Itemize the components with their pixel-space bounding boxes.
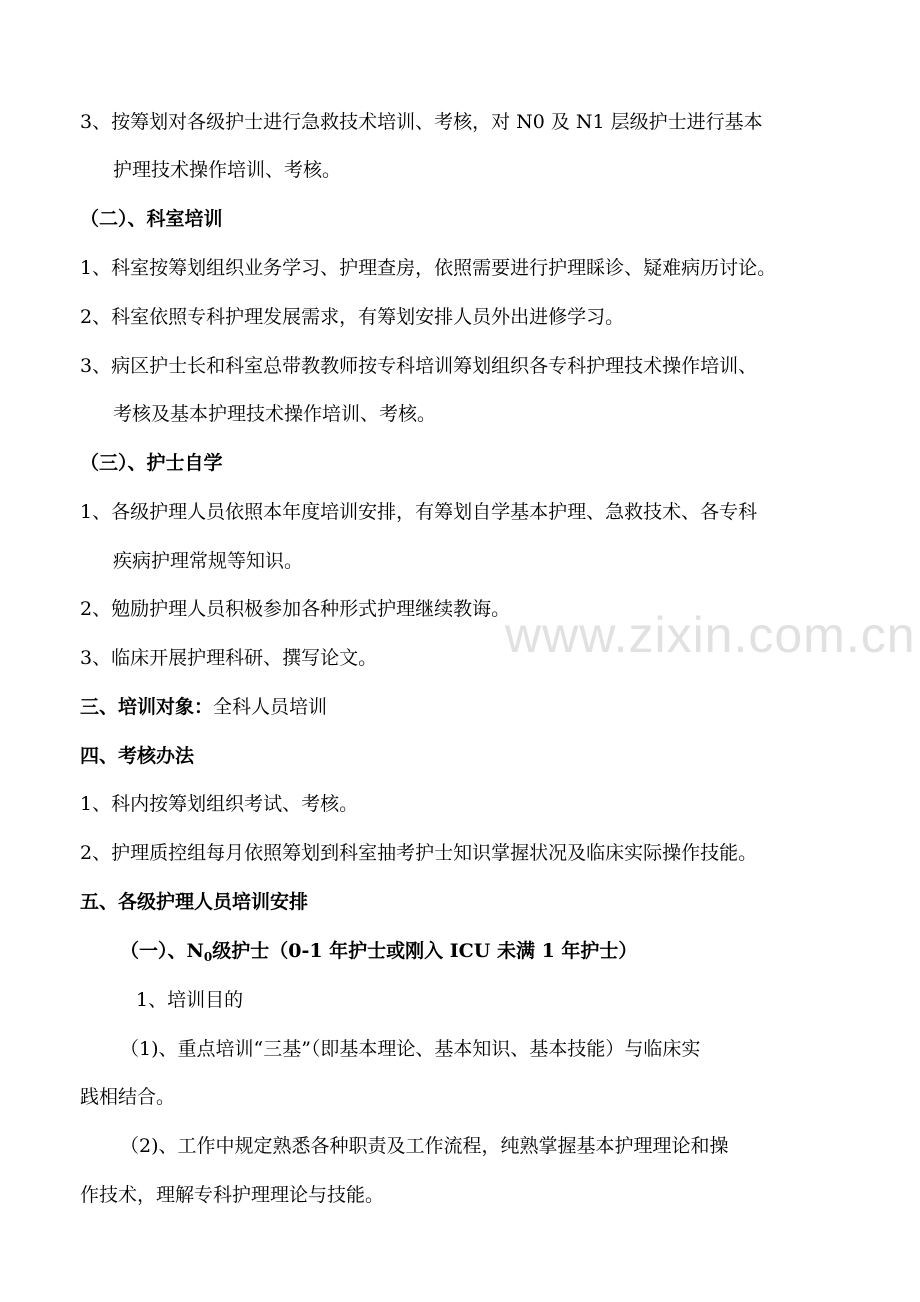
text-line: 3、病区护士长和科室总带教教师按专科培训筹划组织各专科护理技术操作培训、 (80, 355, 758, 377)
text-line: （1)、重点培训“三基”（即基本理论、基本知识、基本技能）与临床实 (120, 1038, 701, 1060)
text-line: 3、临床开展护理科研、撰写论文。 (80, 647, 378, 669)
section-heading: （二）、科室培训 (80, 208, 223, 230)
text-line: 作技术，理解专科护理理论与技能。 (80, 1184, 385, 1206)
text-line: （2)、工作中规定熟悉各种职责及工作流程，纯熟掌握基本护理理论和操 (120, 1135, 729, 1157)
text-line: 1、培训目的 (136, 989, 244, 1011)
section-heading: 五、各级护理人员培训安排 (80, 891, 309, 913)
section-heading: 四、考核办法 (80, 745, 195, 767)
text-line (80, 695, 327, 719)
text-line: 践相结合。 (80, 1086, 176, 1108)
text-line: 2、勉励护理人员积极参加各种形式护理继续教诲。 (80, 598, 511, 620)
subsection-heading (120, 939, 637, 963)
text-line: 3、按筹划对各级护士进行急救技术培训、考核，对 N0 及 N1 层级护士进行基本 (80, 111, 763, 133)
section-value: 全科人员培训 (213, 696, 328, 718)
subsection-heading-part: 级护士（0-1 年护士或刚入 ICU 未满 1 年护士） (212, 940, 638, 962)
subscript: 0 (203, 950, 213, 964)
watermark: www.zixin.com.cn (505, 607, 916, 663)
text-line: 1、科室按筹划组织业务学习、护理查房，依照需要进行护理睬诊、疑难病历讨论。 (80, 257, 777, 279)
section-heading: （三）、护士自学 (80, 452, 223, 474)
text-line: 1、各级护理人员依照本年度培训安排，有筹划自学基本护理、急救技术、各专科 (80, 501, 758, 523)
text-line: 2、护理质控组每月依照筹划到科室抽考护士知识掌握状况及临床实际操作技能。 (80, 842, 758, 864)
text-line: 考核及基本护理技术操作培训、考核。 (113, 403, 437, 425)
text-line: 2、科室依照专科护理发展需求，有筹划安排人员外出进修学习。 (80, 306, 625, 328)
text-line: 疾病护理常规等知识。 (113, 550, 304, 572)
text-line: 护理技术操作培训、考核。 (113, 159, 342, 181)
text-line: 1、科内按筹划组织考试、考核。 (80, 793, 359, 815)
subsection-heading-part: （一）、N (120, 940, 204, 962)
section-heading: 三、培训对象： (80, 696, 214, 718)
